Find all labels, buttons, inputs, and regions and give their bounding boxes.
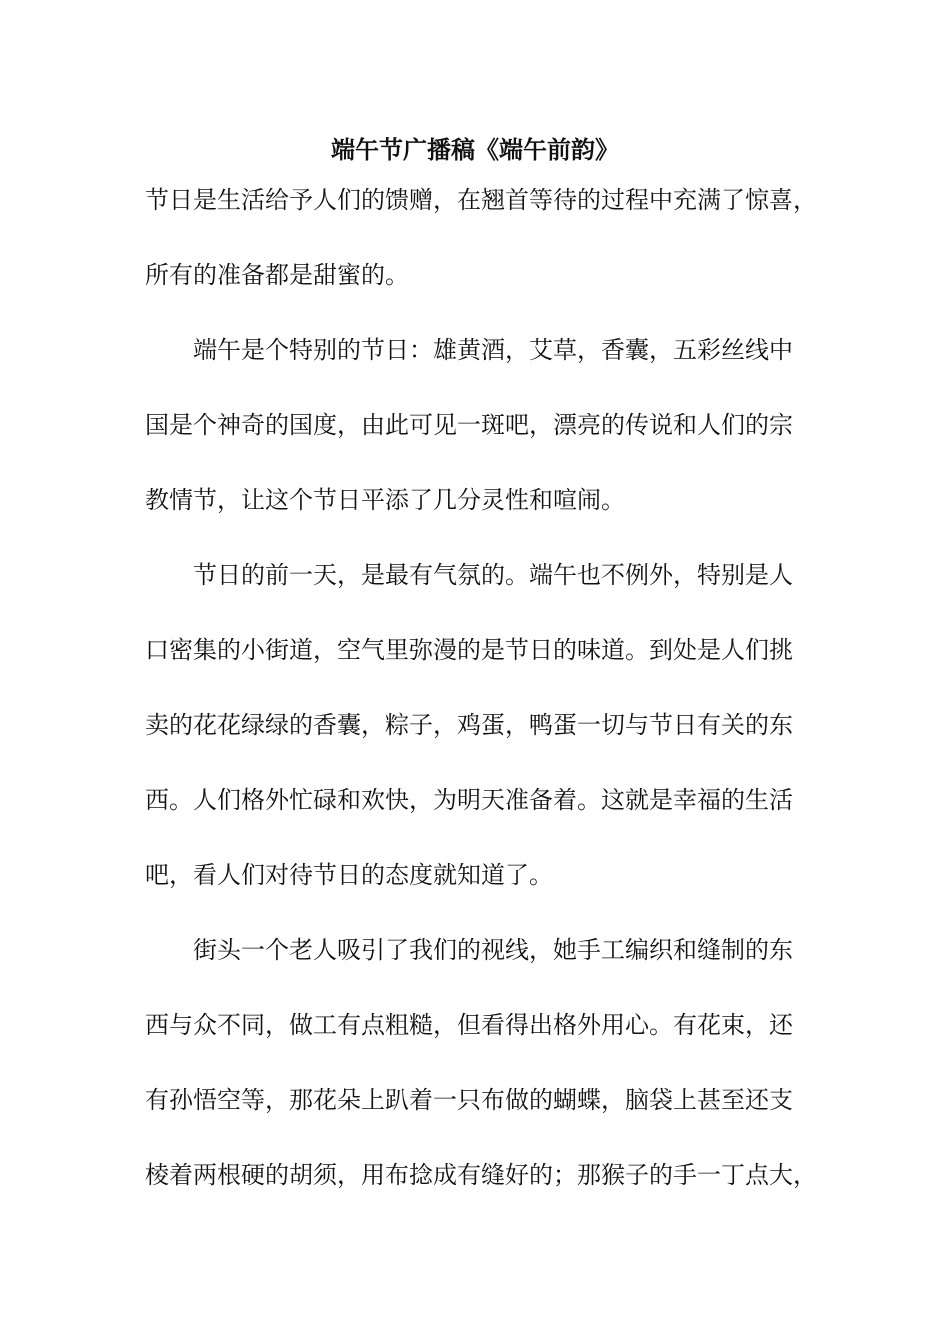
- document-title: 端午节广播稿《端午前韵》: [331, 135, 619, 164]
- paragraph-line: 教情节，让这个节日平添了几分灵性和喧闹。: [145, 486, 625, 514]
- paragraph-line: 端午是个特别的节日：雄黄酒，艾草，香囊，五彩丝线中: [193, 336, 793, 364]
- paragraph-line: 街头一个老人吸引了我们的视线，她手工编织和缝制的东: [193, 936, 793, 964]
- paragraph-line: 国是个神奇的国度，由此可见一斑吧，漂亮的传说和人们的宗: [145, 411, 793, 439]
- paragraph-line: 棱着两根硬的胡须，用布捻成有缝好的；那猴子的手一丁点大，: [145, 1161, 817, 1189]
- paragraph-line: 吧，看人们对待节日的态度就知道了。: [145, 861, 553, 889]
- paragraph-line: 节日是生活给予人们的馈赠，在翘首等待的过程中充满了惊喜，: [145, 186, 817, 214]
- paragraph-line: 有孙悟空等，那花朵上趴着一只布做的蝴蝶，脑袋上甚至还支: [145, 1086, 793, 1114]
- paragraph-line: 所有的准备都是甜蜜的。: [145, 261, 409, 289]
- paragraph-line: 口密集的小街道，空气里弥漫的是节日的味道。到处是人们挑: [145, 636, 793, 664]
- paragraph-line: 西。人们格外忙碌和欢快，为明天准备着。这就是幸福的生活: [145, 786, 793, 814]
- paragraph-line: 节日的前一天，是最有气氛的。端午也不例外，特别是人: [193, 561, 793, 589]
- paragraph-line: 卖的花花绿绿的香囊，粽子，鸡蛋，鸭蛋一切与节日有关的东: [145, 711, 793, 739]
- paragraph-line: 西与众不同，做工有点粗糙，但看得出格外用心。有花束，还: [145, 1011, 793, 1039]
